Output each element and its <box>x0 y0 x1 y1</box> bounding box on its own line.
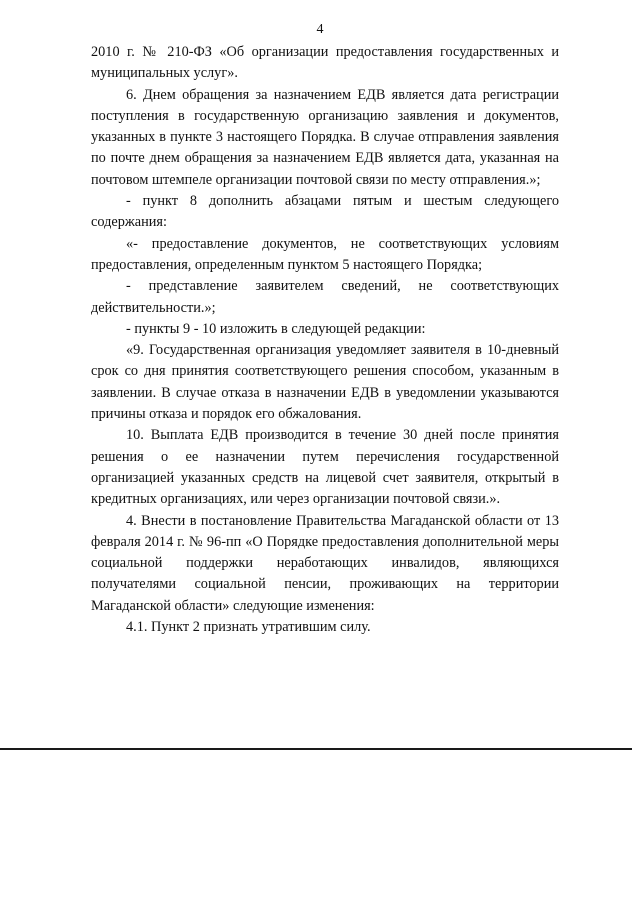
paragraph-documents-condition: «- предоставление документов, не соответствующих условиям предоставления, определенным пунктом 5 настоящего Порядка; <box>91 235 559 273</box>
document-body <box>91 42 559 638</box>
horizontal-divider <box>0 748 632 750</box>
paragraph-item-4: 4. Внести в постановление Правительства Магаданской области от 13 февраля 2014 г. № 96-пп «О Порядке предоставления дополнительной меры социальной поддержки неработающих инвалидов, являющихся получателями социальной пенсии, проживающих на территории Магаданской области» следующие изменения: <box>91 512 559 614</box>
paragraph-false-information: - представление заявителем сведений, не соответствующих действительности.»; <box>91 278 559 316</box>
paragraph-item-9: «9. Государственная организация уведомляет заявителя в 10-дневный срок со дня принятия соответствующего решения способом, указанным в заявлении. В случае отказа в назначении ЕДВ в уведомлении указываются причины отказа и порядок его обжалования. <box>91 342 559 423</box>
paragraph-item-4-1: 4.1. Пункт 2 признать утратившим силу. <box>126 619 371 636</box>
paragraph-amend-point-8: - пункт 8 дополнить абзацами пятым и шестым следующего содержания: <box>91 193 559 231</box>
paragraph-item-6: 6. Днем обращения за назначением ЕДВ является дата регистрации поступления в государственную организацию заявления и документов, указанных в пункте 3 настоящего Порядка. В случае отправления заявления по почте днем обращения за назначением ЕДВ является дата, указанная на почтовом штемпеле организации почтовой связи по месту отправления.»; <box>91 86 559 188</box>
paragraph-amend-points-9-10: - пункты 9 - 10 изложить в следующей редакции: <box>126 320 426 337</box>
page-number: 4 <box>316 22 324 37</box>
paragraph-item-10: 10. Выплата ЕДВ производится в течение 30 дней после принятия решения о ее назначении путем перечисления государственной организацией указанных средств на лицевой счет заявителя, открытый в кредитных организациях, или через организации почтовой связи.». <box>91 427 559 508</box>
paragraph-law-reference: 2010 г. № 210-ФЗ «Об организации предоставления государственных и муниципальных услуг». <box>91 44 559 82</box>
